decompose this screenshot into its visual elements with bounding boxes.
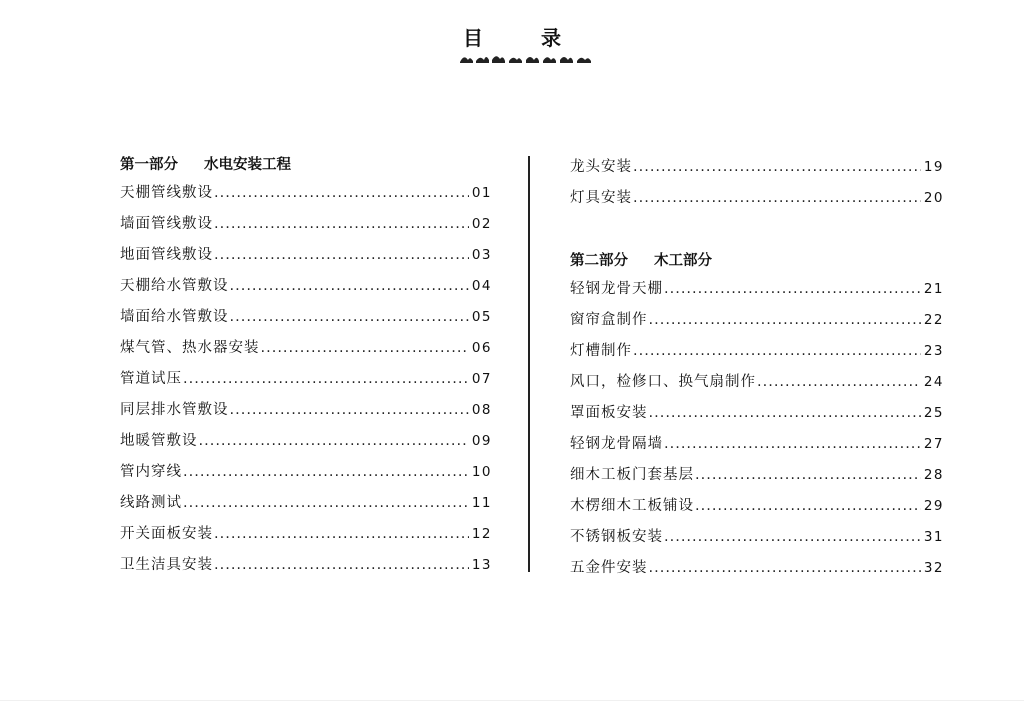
toc-entry-label: 线路测试 (120, 495, 182, 511)
toc-leader-dots (695, 460, 921, 491)
page-bottom-edge (0, 700, 1024, 701)
section-heading-part-2 (570, 248, 944, 274)
page-title-right: 录 (541, 26, 561, 50)
toc-leader-dots (183, 488, 469, 519)
toc-entry[interactable] (120, 550, 492, 581)
toc-leader-dots (261, 333, 469, 364)
toc-entry-page: 13 (471, 557, 492, 573)
section-name-label: 木工部分 (654, 253, 712, 269)
toc-entry[interactable] (570, 429, 944, 460)
toc-entry-page: 08 (471, 402, 492, 418)
toc-left-column (120, 152, 492, 581)
toc-leader-dots (230, 302, 469, 333)
toc-leader-dots (214, 209, 469, 240)
toc-entry[interactable] (570, 305, 944, 336)
toc-entry-page: 04 (471, 278, 492, 294)
toc-leader-dots (695, 491, 921, 522)
toc-entry-label: 细木工板门套基层 (570, 467, 694, 483)
toc-entry[interactable] (120, 519, 492, 550)
toc-entry[interactable] (120, 209, 492, 240)
section-part-label: 第一部分 (120, 157, 178, 173)
toc-entry[interactable] (570, 274, 944, 305)
toc-leader-dots (649, 305, 921, 336)
toc-entry-page: 11 (471, 495, 492, 511)
toc-entry-page: 07 (471, 371, 492, 387)
section-heading-part-1 (120, 152, 492, 178)
toc-entry-label: 管道试压 (120, 371, 182, 387)
toc-entry-label: 地暖管敷设 (120, 433, 198, 449)
toc-entry[interactable] (570, 491, 944, 522)
toc-leader-dots (230, 395, 469, 426)
toc-entry[interactable] (120, 395, 492, 426)
toc-entry-page: 28 (923, 467, 944, 483)
toc-leader-dots (214, 240, 469, 271)
toc-entry-page: 31 (923, 529, 944, 545)
section-name-label: 水电安装工程 (204, 157, 291, 173)
toc-leader-dots (664, 522, 921, 553)
column-divider (528, 156, 530, 572)
toc-entry-page: 03 (471, 247, 492, 263)
toc-entry[interactable] (570, 553, 944, 584)
toc-entry-label: 墙面管线敷设 (120, 216, 213, 232)
toc-entry-page: 24 (923, 374, 944, 390)
toc-leader-dots (183, 457, 469, 488)
toc-leader-dots (199, 426, 469, 457)
toc-entry-page: 09 (471, 433, 492, 449)
toc-entry-label: 轻钢龙骨隔墙 (570, 436, 663, 452)
toc-leader-dots (230, 271, 469, 302)
toc-entry[interactable] (570, 183, 944, 214)
toc-entry-label: 风口，检修口、换气扇制作 (570, 374, 756, 390)
toc-entry[interactable] (120, 271, 492, 302)
toc-entry-page: 23 (923, 343, 944, 359)
toc-leader-dots (633, 183, 921, 214)
toc-leader-dots (664, 274, 921, 305)
decorative-ornament-icon (458, 52, 594, 66)
toc-entry-page: 22 (923, 312, 944, 328)
toc-entry[interactable] (120, 240, 492, 271)
toc-leader-dots (633, 336, 921, 367)
toc-leader-dots (183, 364, 469, 395)
toc-entry-page: 12 (471, 526, 492, 542)
toc-entry-page: 19 (923, 159, 944, 175)
toc-entry-page: 29 (923, 498, 944, 514)
toc-entry[interactable] (120, 488, 492, 519)
toc-leader-dots (214, 519, 469, 550)
toc-leader-dots (649, 553, 921, 584)
toc-leader-dots (214, 550, 469, 581)
toc-entry-page: 20 (923, 190, 944, 206)
toc-entry-page: 32 (923, 560, 944, 576)
section-part-label: 第二部分 (570, 253, 628, 269)
toc-leader-dots (633, 152, 921, 183)
toc-entry[interactable] (570, 152, 944, 183)
toc-entry-label: 五金件安装 (570, 560, 648, 576)
toc-entry[interactable] (120, 333, 492, 364)
toc-entry-label: 卫生洁具安装 (120, 557, 213, 573)
toc-entry-label: 灯槽制作 (570, 343, 632, 359)
toc-entry-page: 10 (471, 464, 492, 480)
toc-entry-page: 21 (923, 281, 944, 297)
toc-entry[interactable] (120, 302, 492, 333)
toc-leader-dots (757, 367, 921, 398)
toc-entry[interactable] (570, 460, 944, 491)
toc-entry-label: 窗帘盒制作 (570, 312, 648, 328)
toc-leader-dots (664, 429, 921, 460)
page-title-left: 目 (463, 26, 483, 50)
toc-entry-page: 01 (471, 185, 492, 201)
toc-entry-label: 木楞细木工板铺设 (570, 498, 694, 514)
toc-leader-dots (649, 398, 921, 429)
toc-entry[interactable] (570, 336, 944, 367)
toc-entry[interactable] (120, 457, 492, 488)
toc-entry-label: 天棚管线敷设 (120, 185, 213, 201)
toc-entry-label: 开关面板安装 (120, 526, 213, 542)
toc-entry-label: 龙头安装 (570, 159, 632, 175)
toc-entry-page: 02 (471, 216, 492, 232)
section-spacer (570, 214, 944, 248)
toc-entry-label: 不锈钢板安装 (570, 529, 663, 545)
toc-entry-page: 25 (923, 405, 944, 421)
toc-entry-label: 轻钢龙骨天棚 (570, 281, 663, 297)
toc-entry[interactable] (120, 178, 492, 209)
toc-right-column (570, 152, 944, 584)
toc-entry-page: 05 (471, 309, 492, 325)
toc-entry-label: 管内穿线 (120, 464, 182, 480)
toc-entry[interactable] (120, 364, 492, 395)
toc-entry[interactable] (570, 522, 944, 553)
toc-entry-label: 灯具安装 (570, 190, 632, 206)
toc-entry-page: 06 (471, 340, 492, 356)
toc-entry-page: 27 (923, 436, 944, 452)
toc-entry-label: 地面管线敷设 (120, 247, 213, 263)
toc-leader-dots (214, 178, 469, 209)
toc-entry[interactable] (570, 398, 944, 429)
toc-entry-label: 罩面板安装 (570, 405, 648, 421)
toc-entry-label: 天棚给水管敷设 (120, 278, 229, 294)
toc-entry-label: 煤气管、热水器安装 (120, 340, 260, 356)
toc-entry-label: 同层排水管敷设 (120, 402, 229, 418)
toc-entry[interactable] (570, 367, 944, 398)
page-title (0, 22, 1024, 51)
toc-entry[interactable] (120, 426, 492, 457)
toc-entry-label: 墙面给水管敷设 (120, 309, 229, 325)
